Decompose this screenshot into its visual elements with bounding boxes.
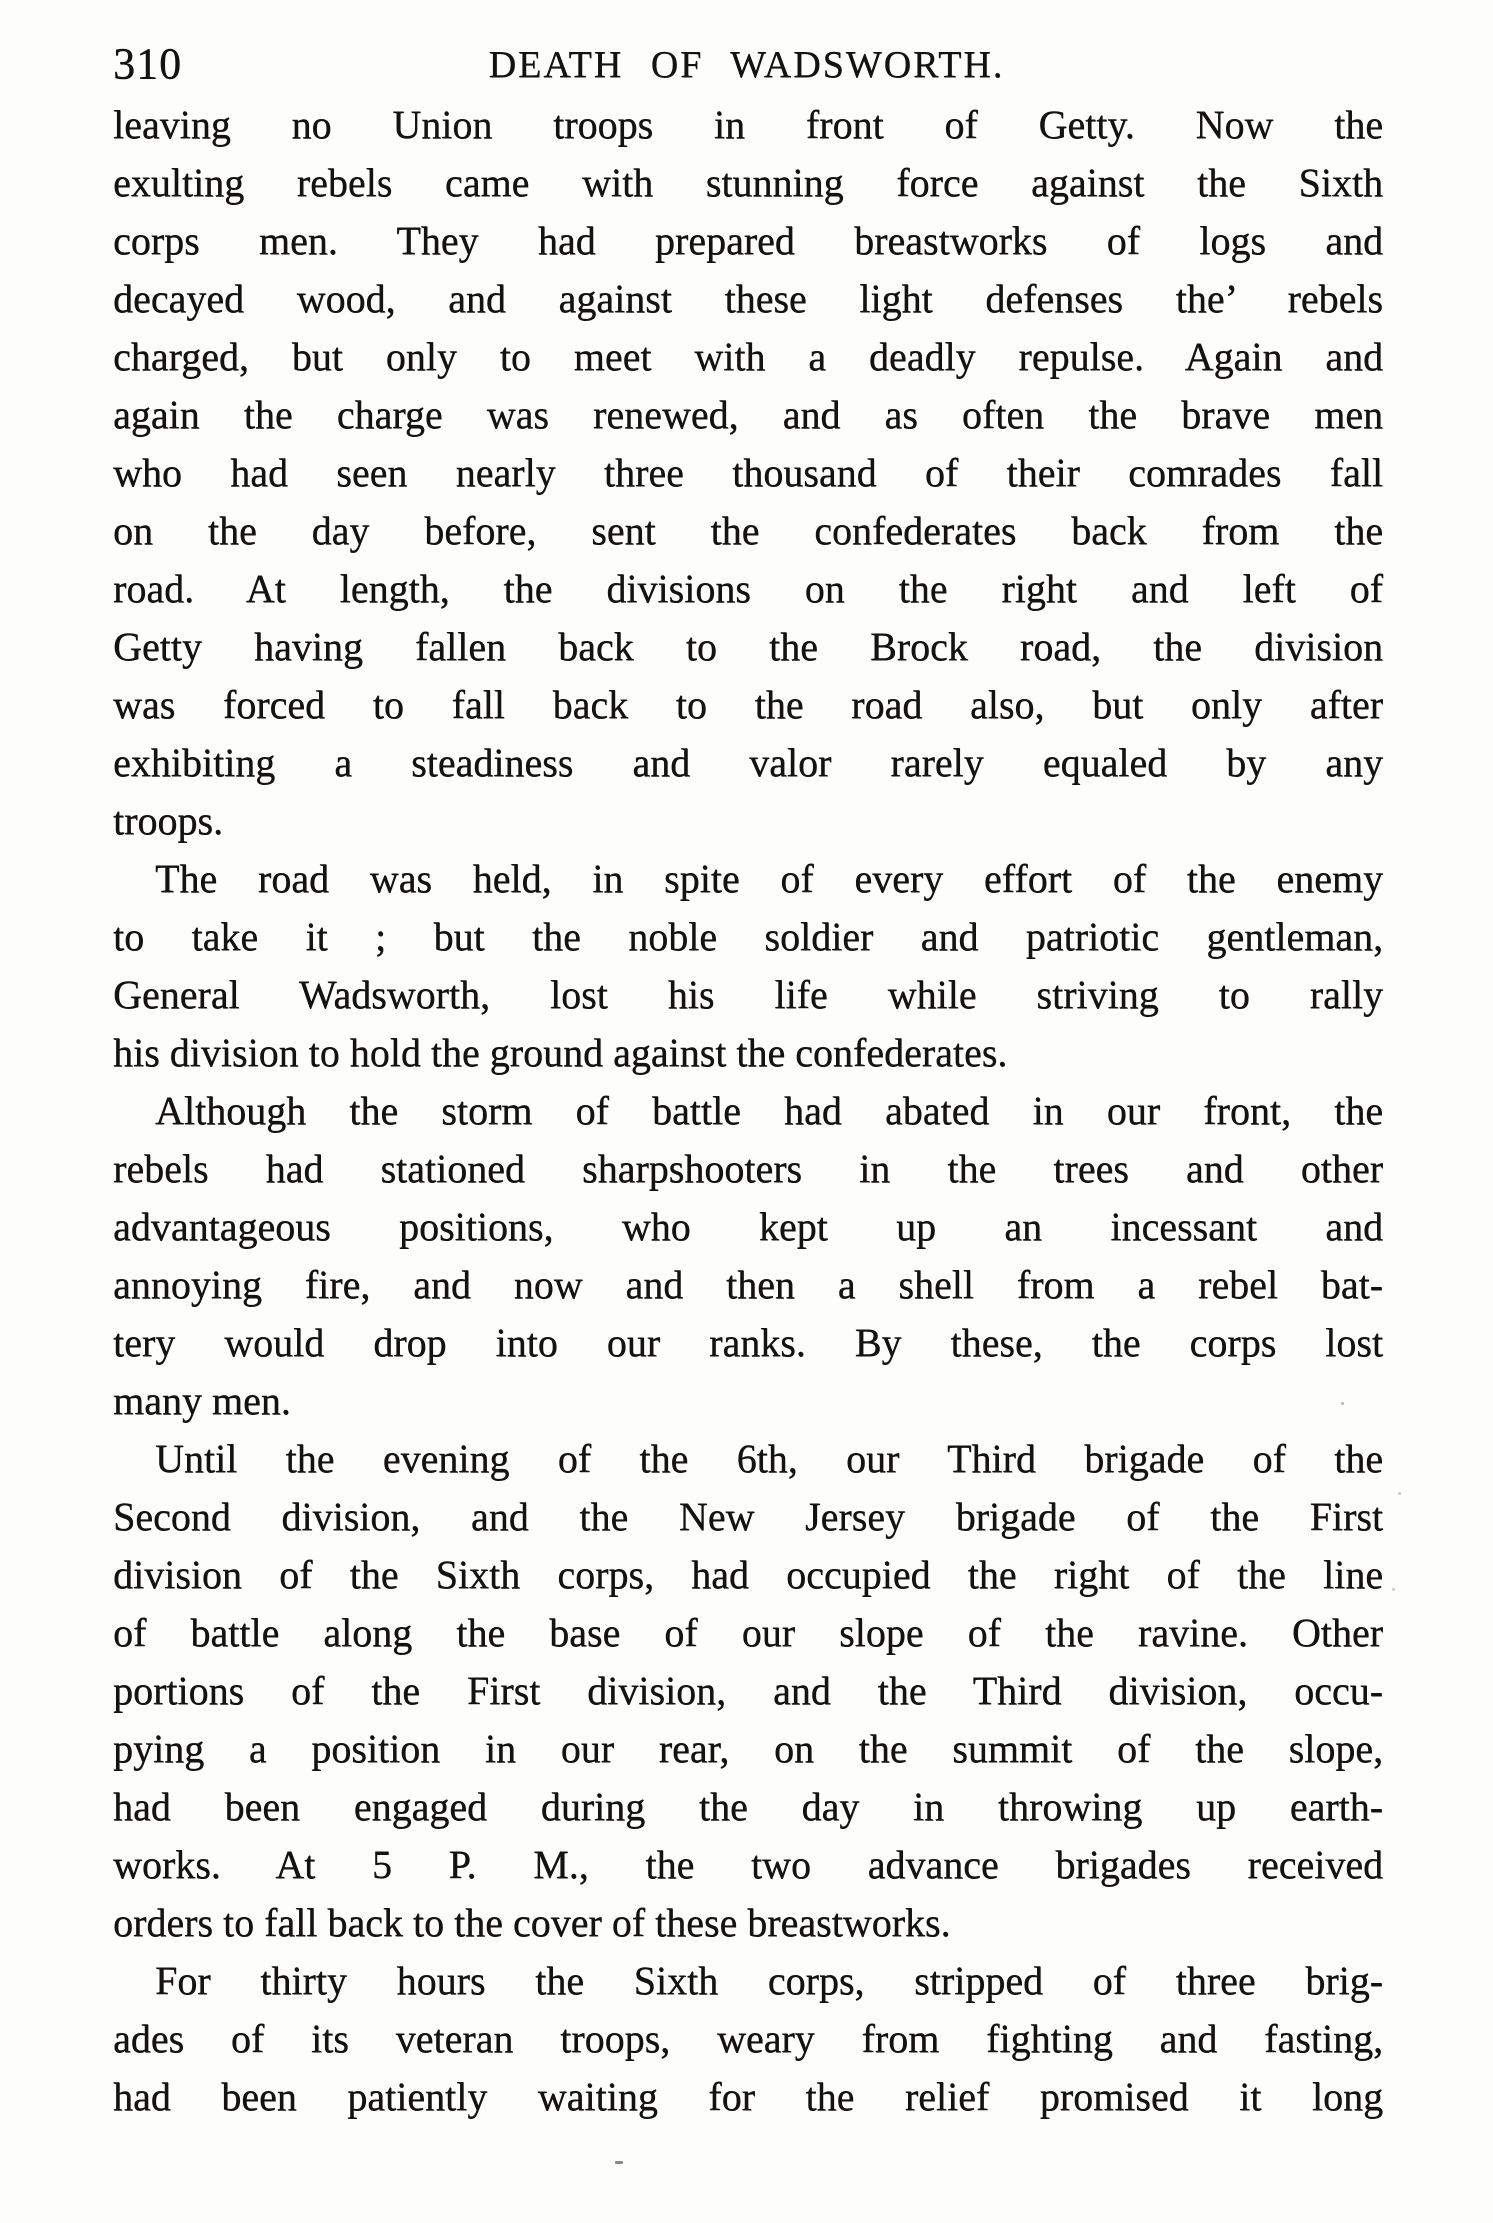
paragraph [113,1082,1383,1430]
text-line: advantageous positions, who kept up an incessant and [113,1204,1383,1249]
running-title: DEATH OF WADSWORTH. [488,44,1005,86]
text-line: road. At length, the divisions on the right and left of [113,566,1383,611]
text-line: annoying fire, and now and then a shell from a rebel bat- [113,1262,1383,1307]
text-line: division of the Sixth corps, had occupied the right of the line [113,1552,1383,1597]
text-line: Although the storm of battle had abated in our front, the [155,1088,1383,1133]
text-line: had been patiently waiting for the relief promised it long [113,2074,1383,2119]
text-line: portions of the First division, and the Third division, occu- [113,1668,1383,1713]
text-line: decayed wood, and against these light defenses the’ rebels [113,276,1383,321]
paragraph [113,1430,1383,1952]
page-header [0,39,1493,90]
text-line: General Wadsworth, lost his life while striving to rally [113,972,1383,1017]
text-line: of battle along the base of our slope of the ravine. Other [113,1610,1383,1655]
text-line: ades of its veteran troops, weary from fighting and fasting, [113,2016,1383,2061]
text-line: exhibiting a steadiness and valor rarely equaled by any [113,740,1383,785]
text-line: tery would drop into our ranks. By these, the corps lost [113,1320,1383,1365]
text-line: to take it ; but the noble soldier and patriotic gentleman, [113,914,1383,959]
scan-speck [1392,1588,1395,1591]
text-line: had been engaged during the day in throwing up earth- [113,1784,1383,1829]
paragraph [113,850,1383,1082]
text-line: For thirty hours the Sixth corps, stripped of three brig- [155,1958,1383,2003]
scan-speck [615,2161,623,2164]
text-line: Getty having fallen back to the Brock road, the division [113,624,1383,669]
page-number: 310 [113,39,182,88]
scan-speck [1341,1402,1344,1405]
paragraph [113,96,1383,850]
text-line: The road was held, in spite of every effort of the enemy [155,856,1383,901]
text-line: Second division, and the New Jersey brigade of the First [113,1494,1383,1539]
text-line: troops. [113,798,223,843]
text-line: was forced to fall back to the road also, but only after [113,682,1383,727]
text-line: orders to fall back to the cover of these breastworks. [113,1900,951,1945]
text-line: pying a position in our rear, on the summit of the slope, [113,1726,1383,1771]
text-line: works. At 5 P. M., the two advance brigades received [113,1842,1383,1887]
text-line: charged, but only to meet with a deadly repulse. Again and [113,334,1383,379]
text-line: corps men. They had prepared breastworks of logs and [113,218,1383,263]
text-line: who had seen nearly three thousand of their comrades fall [113,450,1383,495]
text-line: leaving no Union troops in front of Getty. Now the [113,102,1383,147]
text-line: rebels had stationed sharpshooters in the trees and other [113,1146,1383,1191]
text-line: his division to hold the ground against the confederates. [113,1030,1008,1075]
paragraph [113,1952,1383,2126]
text-line: Until the evening of the 6th, our Third brigade of the [155,1436,1383,1481]
text-line: on the day before, sent the confederates back from the [113,508,1383,553]
text-line: again the charge was renewed, and as often the brave men [113,392,1383,437]
scan-speck [1398,1492,1401,1495]
text-line: exulting rebels came with stunning force against the Sixth [113,160,1383,205]
text-line: many men. [113,1378,291,1423]
page-body [113,96,1383,2126]
